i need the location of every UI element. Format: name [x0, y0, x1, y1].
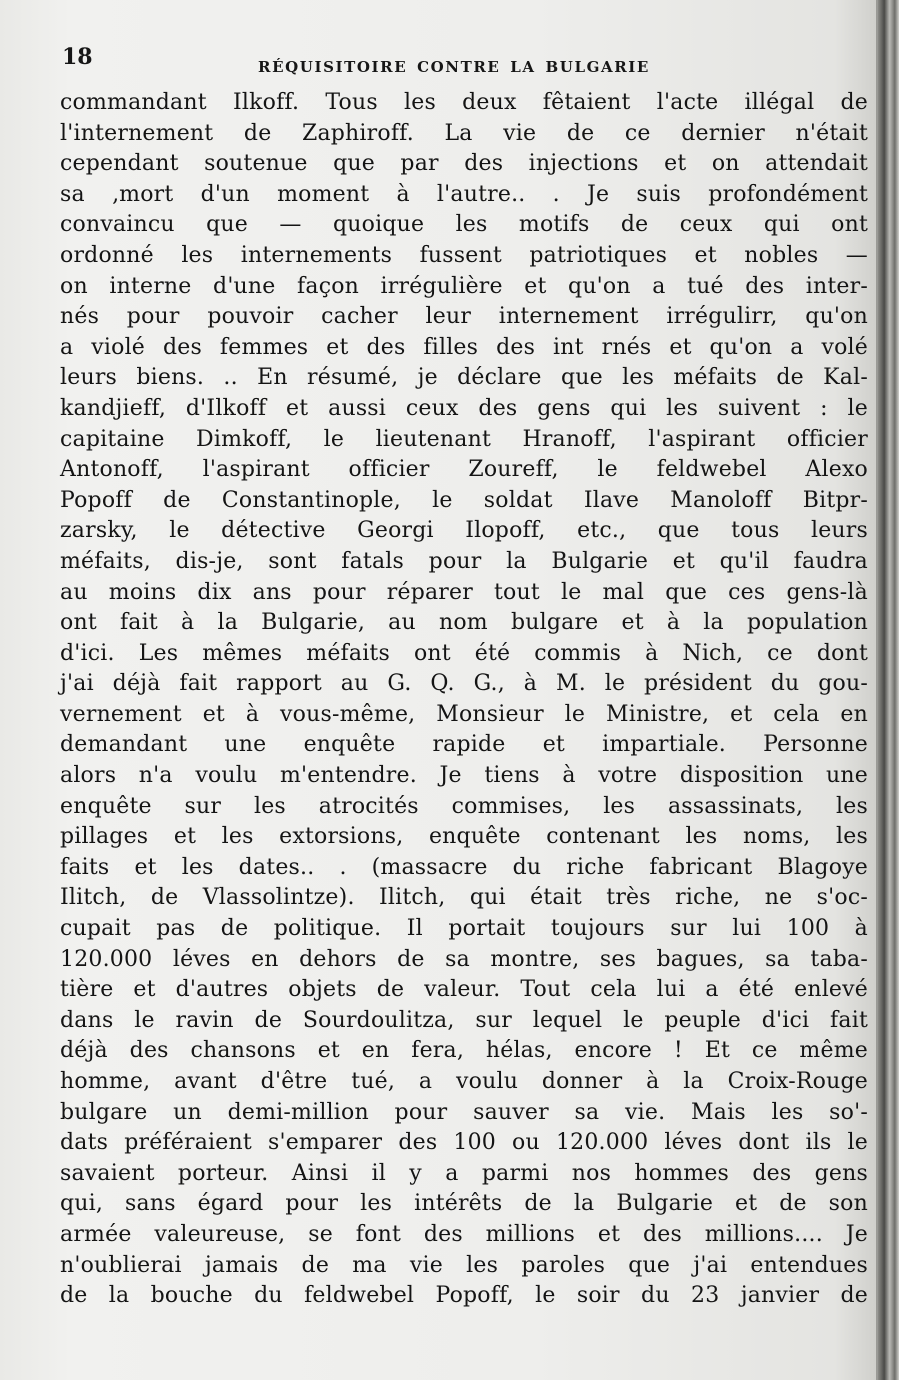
running-title: RÉQUISITOIRE CONTRE LA BULGARIE — [258, 58, 650, 76]
text-line: cependant soutenue que par des injections et on attendait — [60, 151, 868, 177]
text-line: de la bouche du feldwebel Popoff, le soir du 23 janvier de — [60, 1283, 868, 1309]
text-line: dats préféraient s'emparer des 100 ou 120.000 léves dont ils le — [60, 1130, 868, 1156]
text-line: 120.000 léves en dehors de sa montre, ses bagues, sa taba- — [60, 946, 868, 972]
text-line: tière et d'autres objets de valeur. Tout cela lui a été enlevé — [60, 977, 868, 1003]
text-line: faits et les dates.. . (massacre du riche fabricant Blagoye — [60, 854, 868, 880]
text-line: pillages et les extorsions, enquête contenant les noms, les — [60, 824, 868, 850]
text-line: a violé des femmes et des filles des int rnés et qu'on a volé — [60, 334, 868, 360]
text-line: savaient porteur. Ainsi il y a parmi nos hommes des gens — [60, 1160, 868, 1186]
page-binding-edge — [878, 0, 899, 1380]
text-line: capitaine Dimkoff, le lieutenant Hranoff, l'aspirant officier — [60, 426, 868, 452]
text-line: au moins dix ans pour réparer tout le mal que ces gens-là — [60, 579, 868, 605]
text-line: ont fait à la Bulgarie, au nom bulgare et à la population — [60, 610, 868, 636]
text-line: Ilitch, de Vlassolintze). Ilitch, qui était très riche, ne s'oc- — [60, 885, 868, 911]
text-line: zarsky, le détective Georgi Ilopoff, etc., que tous leurs — [60, 518, 868, 544]
text-line: déjà des chansons et en fera, hélas, encore ! Et ce même — [60, 1038, 868, 1064]
text-line: leurs biens. .. En résumé, je déclare que les méfaits de Kal- — [60, 365, 868, 391]
text-line: ordonné les internements fussent patriotiques et nobles — — [60, 242, 868, 268]
text-line: nés pour pouvoir cacher leur internement irrégulirr, qu'on — [60, 304, 868, 330]
text-line: armée valeureuse, se font des millions et des millions.... Je — [60, 1221, 868, 1247]
text-line: on interne d'une façon irrégulière et qu'on a tué des inter- — [60, 273, 868, 299]
text-line: Antonoff, l'aspirant officier Zoureff, le feldwebel Alexo — [60, 457, 868, 483]
text-line: n'oublierai jamais de ma vie les paroles que j'ai entendues — [60, 1252, 868, 1278]
text-line: homme, avant d'être tué, a voulu donner à la Croix-Rouge — [60, 1069, 868, 1094]
text-line: convaincu que — quoique les motifs de ceux qui ont — [60, 212, 868, 238]
text-line: Popoff de Constantinople, le soldat Ilave Manoloff Bitpr- — [60, 487, 868, 513]
text-line: sa ‚mort d'un moment à l'autre.. . Je suis profondément — [60, 181, 868, 207]
body-text — [60, 88, 868, 1312]
text-line: méfaits, dis-je, sont fatals pour la Bulgarie et qu'il faudra — [60, 548, 868, 574]
text-line: dans le ravin de Sourdoulitza, sur lequel le peuple d'ici fait — [60, 1007, 868, 1033]
text-line: commandant Ilkoff. Tous les deux fêtaient l'acte illégal de — [60, 90, 868, 115]
text-line: enquête sur les atrocités commises, les assassinats, les — [60, 793, 868, 819]
text-line: kandjieff, d'Ilkoff et aussi ceux des gens qui les suivent : le — [60, 395, 868, 421]
text-line: d'ici. Les mêmes méfaits ont été commis à Nich, ce dont — [60, 640, 868, 666]
text-line: j'ai déjà fait rapport au G. Q. G., à M. le président du gou- — [60, 671, 868, 697]
text-line: qui, sans égard pour les intérêts de la Bulgarie et de son — [60, 1191, 868, 1217]
text-line: alors n'a voulu m'entendre. Je tiens à votre disposition une — [60, 763, 868, 789]
text-line: cupait pas de politique. Il portait toujours sur lui 100 à — [60, 916, 868, 942]
text-line: bulgare un demi-million pour sauver sa vie. Mais les so'- — [60, 1099, 868, 1125]
text-line: vernement et à vous-même, Monsieur le Ministre, et cela en — [60, 701, 868, 727]
page-number: 18 — [62, 44, 93, 70]
page-header — [62, 44, 862, 80]
text-line: demandant une enquête rapide et impartiale. Personne — [60, 732, 868, 758]
text-line: l'internement de Zaphiroff. La vie de ce dernier n'était — [60, 120, 868, 146]
